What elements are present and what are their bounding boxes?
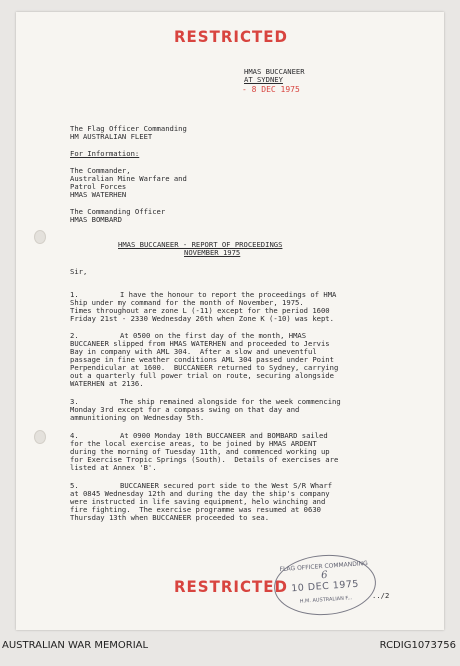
paragraph-line: passage in fine weather conditions AML 304 passed under Point bbox=[70, 355, 334, 364]
document-page bbox=[16, 12, 444, 630]
paragraph-line: out a quarterly full power trial on route, securing alongside bbox=[70, 371, 334, 380]
paragraph-line: At 0500 on the first day of the month, HMAS bbox=[120, 331, 307, 340]
sender-ship: HMAS BUCCANEER bbox=[244, 67, 305, 76]
paragraph-line: At 0900 Monday 10th BUCCANEER and BOMBARD sailed bbox=[120, 431, 328, 440]
paragraph-line: Bay in company with AML 304. After a slow and uneventful bbox=[70, 347, 317, 356]
subject-line: NOVEMBER 1975 bbox=[184, 248, 241, 257]
paragraph-number: 5. bbox=[70, 481, 79, 490]
paragraph-line: WATERHEN at 2136. bbox=[70, 379, 144, 388]
footer-source: AUSTRALIAN WAR MEMORIAL bbox=[2, 640, 149, 651]
paragraph-line: BUCCANEER secured port side to the West S/R Wharf bbox=[120, 481, 333, 490]
paragraph-line: Monday 3rd except for a compass swing on that day and bbox=[70, 405, 300, 414]
paragraph-line: were instructed in life saving equipment, helo winching and bbox=[70, 497, 326, 506]
stamp-top-text: FLAG OFFICER COMMANDING bbox=[279, 559, 369, 574]
info-heading: For Information: bbox=[70, 149, 140, 158]
paragraph-number: 4. bbox=[70, 431, 79, 440]
footer-record-id: RCDIG1073756 bbox=[379, 640, 456, 651]
received-date-stamp bbox=[272, 552, 378, 619]
page-continuation: ../2 bbox=[372, 591, 390, 600]
sender-location: AT SYDNEY bbox=[244, 75, 283, 84]
sender-date: - 8 DEC 1975 bbox=[242, 85, 300, 94]
paragraph-number: 2. bbox=[70, 331, 79, 340]
addressee-line: HM AUSTRALIAN FLEET bbox=[70, 132, 153, 141]
info-recipient: The Commander, bbox=[70, 166, 131, 175]
paragraph-line: for the local exercise areas, to be joined by HMAS ARDENT bbox=[70, 439, 317, 448]
paragraph-line: ammunitioning on Wednesday 5th. bbox=[70, 413, 205, 422]
classification-stamp-bottom: RESTRICTED bbox=[174, 577, 288, 597]
paragraph-line: Perpendicular at 1600. BUCCANEER returned to Sydney, carrying bbox=[70, 363, 339, 372]
paragraph-line: Thursday 13th when BUCCANEER proceeded to sea. bbox=[70, 513, 270, 522]
stamp-date: 10 DEC 1975 bbox=[290, 578, 360, 595]
paragraph-line: BUCCANEER slipped from HMAS WATERHEN and proceeded to Jervis bbox=[70, 339, 330, 348]
paragraph-line: I have the honour to report the proceedings of HMA bbox=[120, 290, 337, 299]
paragraph-line: during the morning of Tuesday 11th, and commenced working up bbox=[70, 447, 330, 456]
classification-stamp-top: RESTRICTED bbox=[174, 27, 288, 47]
paragraph-line: at 0845 Wednesday 12th and during the day the ship's company bbox=[70, 489, 330, 498]
paragraph-line: Times throughout are zone L (-11) except for the period 1600 bbox=[70, 306, 330, 315]
info-recipient: HMAS BOMBARD bbox=[70, 215, 122, 224]
subject-line: HMAS BUCCANEER - REPORT OF PROCEEDINGS bbox=[118, 240, 283, 249]
paragraph-line: for Exercise Tropic Springs (South). Details of exercises are bbox=[70, 455, 339, 464]
punch-hole bbox=[34, 430, 46, 444]
paragraph-line: The ship remained alongside for the week commencing bbox=[120, 397, 341, 406]
info-recipient: HMAS WATERHEN bbox=[70, 190, 127, 199]
paragraph-line: Ship under my command for the month of November, 1975. bbox=[70, 298, 304, 307]
paragraph-line: fire fighting. The exercise programme was resumed at 0630 bbox=[70, 505, 321, 514]
paragraph-number: 3. bbox=[70, 397, 79, 406]
punch-hole bbox=[34, 230, 46, 244]
stamp-bottom-text: H.M. AUSTRALIAN F... bbox=[299, 595, 353, 605]
paragraph-line: listed at Annex 'B'. bbox=[70, 463, 157, 472]
info-recipient: Patrol Forces bbox=[70, 182, 127, 191]
paragraph-number: 1. bbox=[70, 290, 79, 299]
info-recipient: Australian Mine Warfare and bbox=[70, 174, 187, 183]
salutation: Sir, bbox=[70, 267, 88, 276]
stamp-number: 6 bbox=[320, 569, 328, 582]
addressee-line: The Flag Officer Commanding bbox=[70, 124, 187, 133]
info-recipient: The Commanding Officer bbox=[70, 207, 166, 216]
paragraph-line: Friday 21st - 2330 Wednesday 26th when Zone K (-10) was kept. bbox=[70, 314, 334, 323]
